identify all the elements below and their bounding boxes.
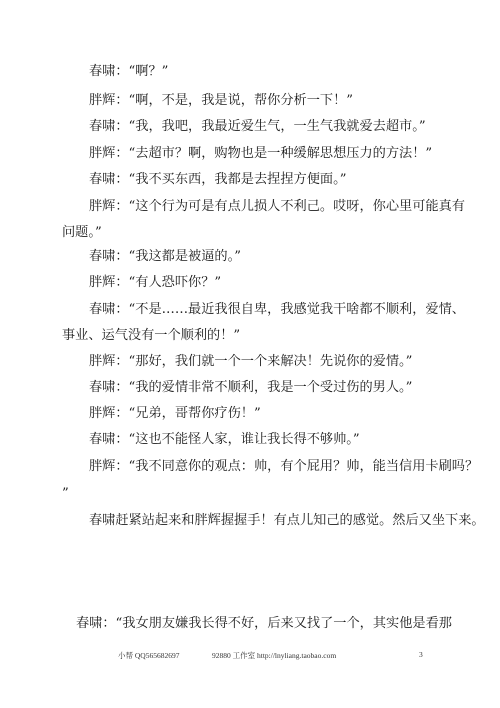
text-line: 胖辉：“兄弟，哥帮你疗伤！” xyxy=(89,406,261,421)
text-line: 胖辉：“去超市？啊，购物也是一种缓解思想压力的方法！” xyxy=(89,146,433,161)
text-line: 胖辉：“我不同意你的观点：帅，有个屁用？帅，能当信用卡刷吗？ xyxy=(89,459,479,474)
text-line: 春啸：“我，我吧，我最近爱生气，一生气我就爱去超市。” xyxy=(89,119,426,134)
text-line: 春啸：“我女朋友嫌我长得不好，后来又找了一个，其实他是看那 xyxy=(76,616,452,631)
text-line: 事业、运气没有一个顺利的！” xyxy=(62,328,241,343)
text-line: 问题。” xyxy=(62,225,102,240)
text-line: 春啸赶紧站起来和胖辉握握手！有点儿知己的感觉。然后又坐下来。 xyxy=(89,513,485,528)
footer-studio: 92880 工作室 http://lnyliang.taobao.com xyxy=(212,651,337,660)
text-line: 春啸：“啊？” xyxy=(89,64,169,79)
text-line: 胖辉：“有人恐吓你？” xyxy=(89,275,222,290)
text-line: 胖辉：“这个行为可是有点儿损人不利己。哎呀，你心里可能真有 xyxy=(89,199,465,214)
text-line: 胖辉：“啊，不是，我是说，帮你分析一下！” xyxy=(89,93,354,108)
text-line: 春啸：“不是……最近我很自卑，我感觉我干啥都不顺利，爱情、 xyxy=(89,302,465,317)
page-footer xyxy=(0,648,500,662)
page-number: 3 xyxy=(419,650,423,659)
text-line: 春啸：“我不买东西，我都是去捏捏方便面。” xyxy=(89,172,347,187)
text-line: 胖辉：“那好，我们就一个一个来解决！先说你的爱情。” xyxy=(89,354,413,369)
text-line: 春啸：“我的爱情非常不顺利，我是一个受过伤的男人。” xyxy=(89,380,413,395)
text-line: ” xyxy=(62,486,69,501)
footer-contact: 小帮 QQ565682697 xyxy=(118,651,180,660)
text-line: 春啸：“我这都是被逼的。” xyxy=(89,249,241,264)
text-line: 春啸：“这也不能怪人家，谁让我长得不够帅。” xyxy=(89,432,360,447)
